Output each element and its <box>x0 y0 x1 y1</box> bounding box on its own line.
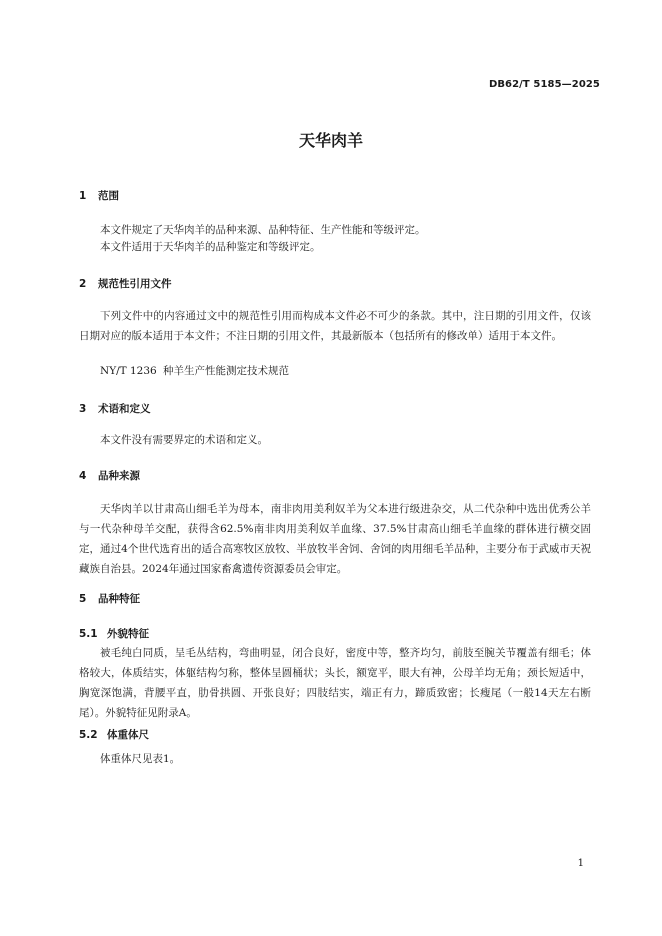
section-number: 5 <box>79 593 87 605</box>
section-5-2-heading <box>79 727 149 742</box>
section-title: 外貌特征 <box>107 628 149 640</box>
section-2-heading <box>79 276 172 291</box>
section-number: 2 <box>79 278 87 290</box>
page-number: 1 <box>577 858 584 869</box>
section-number: 1 <box>79 190 87 202</box>
section-title: 品种特征 <box>98 593 140 605</box>
section-number: 5.2 <box>79 729 98 741</box>
section-number: 5.1 <box>79 628 98 640</box>
section-3-heading <box>79 401 151 416</box>
section-3-paragraph-1: 本文件没有需要界定的术语和定义。 <box>100 434 268 446</box>
section-number: 3 <box>79 403 87 415</box>
section-1-paragraph-2: 本文件适用于天华肉羊的品种鉴定和等级评定。 <box>100 241 321 253</box>
reference-code: NY/T 1236 <box>100 365 157 377</box>
section-5-1-heading <box>79 626 149 641</box>
normative-reference <box>100 361 289 381</box>
section-4-heading <box>79 468 140 483</box>
section-title: 术语和定义 <box>98 403 151 415</box>
section-5-1-paragraph-1: 被毛纯白同质，呈毛丛结构，弯曲明显，闭合良好，密度中等，整齐均匀，前肢至腕关节覆盖有细毛；体格较大，体质结实，体躯结构匀称，整体呈圆桶状；头长，额宽平，眼大有神，公母羊均无角；颈长短适中，胸宽深饱满，背腰平直，肋骨拱圆、开张良好；四肢结实，端正有力，蹄质致密；长瘦尾（一般14天左右断尾）。外貌特征见附录A。 <box>79 647 591 719</box>
standard-code: DB62/T 5185—2025 <box>488 79 600 90</box>
section-4-paragraph-1: 天华肉羊以甘肃高山细毛羊为母本，南非肉用美利奴羊为父本进行级进杂交，从二代杂种中选出优秀公羊与一代杂种母羊交配，获得含62.5%南非肉用美利奴羊血缘、37.5%甘肃高山细毛羊血缘的群体进行横交固定，通过4个世代选育出的适合高寒牧区放牧、半放牧半舍饲、舍饲的肉用细毛羊品种，主要分布于武威市天祝藏族自治县。2024年通过国家畜禽遗传资源委员会审定。 <box>79 503 591 575</box>
section-2-paragraph-1: 下列文件中的内容通过文中的规范性引用而构成本文件必不可少的条款。其中，注日期的引用文件，仅该日期对应的版本适用于本文件；不注日期的引用文件，其最新版本（包括所有的修改单）适用于本文件。 <box>79 310 591 342</box>
section-5-heading <box>79 591 140 606</box>
section-number: 4 <box>79 470 87 482</box>
reference-title: 种羊生产性能测定技术规范 <box>163 365 289 377</box>
section-1-heading <box>79 188 119 203</box>
section-title: 规范性引用文件 <box>98 278 172 290</box>
section-1-paragraph-1: 本文件规定了天华肉羊的品种来源、品种特征、生产性能和等级评定。 <box>100 224 426 236</box>
section-5-2-paragraph-1: 体重体尺见表1。 <box>100 753 181 765</box>
document-title: 天华肉羊 <box>298 131 363 150</box>
section-title: 体重体尺 <box>107 729 149 741</box>
section-title: 品种来源 <box>98 470 140 482</box>
section-title: 范围 <box>98 190 119 202</box>
